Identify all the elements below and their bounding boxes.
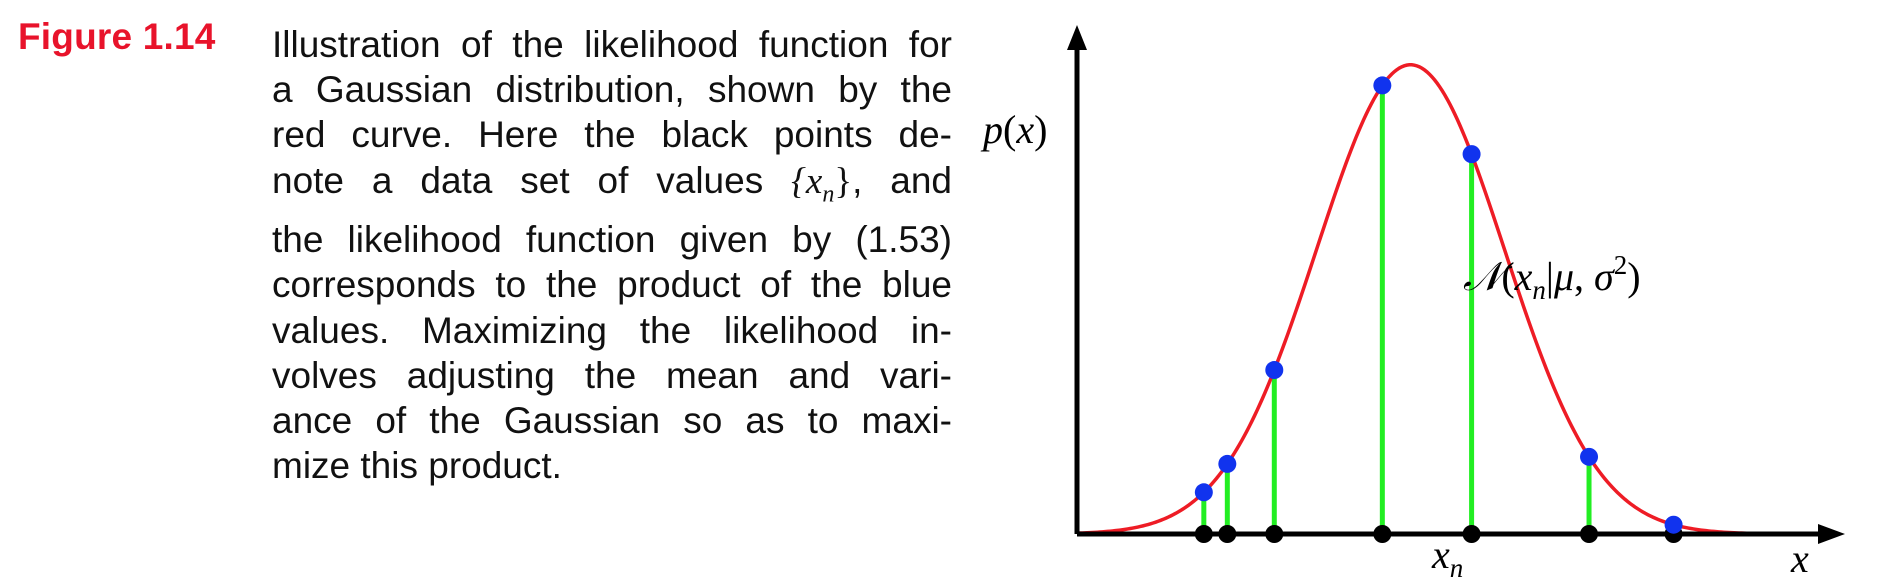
caption-line: volves adjusting the mean and vari-	[272, 354, 952, 396]
data-point	[1195, 525, 1213, 543]
caption-line: the likelihood function given by (1.53)	[272, 219, 952, 261]
caption-line: ance of the Gaussian so as to maxi-	[272, 400, 952, 442]
stems-layer	[1204, 85, 1674, 534]
caption-line: corresponds to the product of the blue	[272, 264, 952, 306]
likelihood-point	[1580, 448, 1598, 466]
caption-line: Illustration of the likelihood function for	[272, 24, 952, 65]
data-point	[1373, 525, 1391, 543]
points-layer	[1195, 76, 1683, 543]
caption-line: a Gaussian distribution, shown by the	[272, 69, 952, 111]
caption-line: mize this product.	[272, 445, 562, 487]
y-axis-label: p(x)	[983, 107, 1048, 152]
y-axis-arrowhead	[1067, 25, 1087, 50]
data-set-subscript: n	[822, 181, 835, 207]
xn-tick-label: $x_n$	[1432, 532, 1464, 583]
data-set-symbol: {x	[791, 160, 823, 202]
likelihood-point	[1665, 516, 1683, 534]
curve-label: $𝒩(x_n|\mu$, $\sigma^2$)	[1463, 250, 1641, 305]
x-axis-arrowhead	[1818, 524, 1845, 544]
data-point	[1218, 525, 1236, 543]
likelihood-point	[1373, 76, 1391, 94]
figure-label: Figure 1.14	[18, 16, 216, 57]
likelihood-point	[1265, 361, 1283, 379]
likelihood-point	[1463, 145, 1481, 163]
data-point	[1580, 525, 1598, 543]
x-axis-label: x	[1791, 536, 1809, 581]
caption-text: , and	[852, 159, 952, 201]
likelihood-point	[1195, 483, 1213, 501]
likelihood-point	[1218, 455, 1236, 473]
caption-text: note a data set of values	[272, 159, 792, 201]
data-point	[1463, 525, 1481, 543]
gaussian-curve	[1077, 65, 1790, 534]
data-set-brace: }	[834, 160, 853, 202]
caption-line: red curve. Here the black points de-	[272, 114, 952, 156]
data-point	[1265, 525, 1283, 543]
caption-line: values. Maximizing the likelihood in-	[272, 309, 952, 351]
